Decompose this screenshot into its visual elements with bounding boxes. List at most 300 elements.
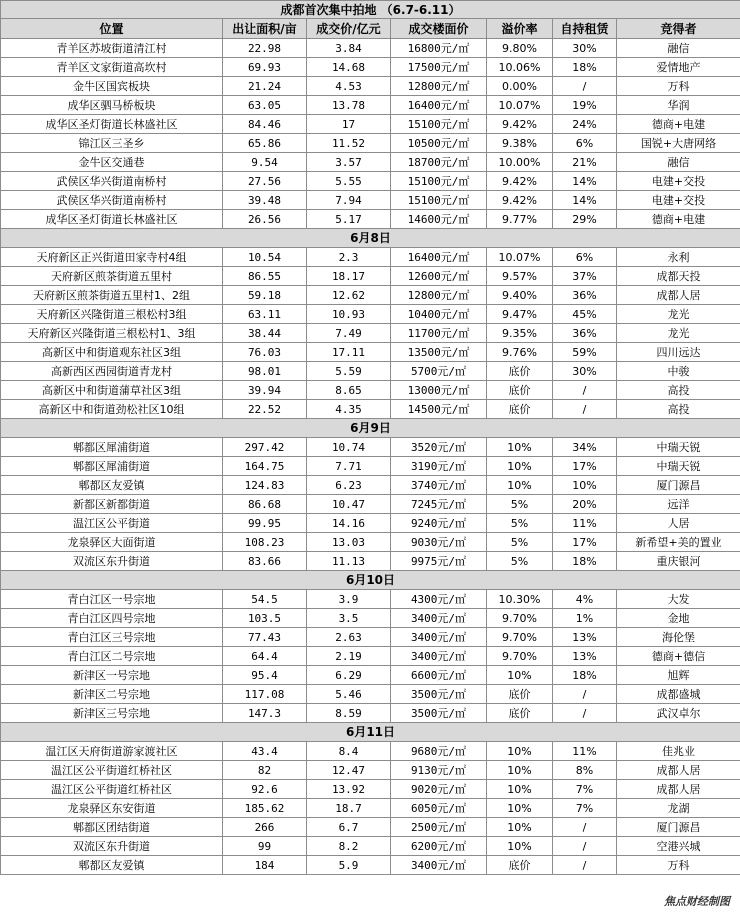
table-row [1,248,740,267]
cell-price: 8.65 [307,381,391,400]
cell-price: 13.03 [307,533,391,552]
cell-premium: 0.00% [487,77,553,96]
table-row [1,191,740,210]
cell-area: 69.93 [223,58,307,77]
cell-price: 6.7 [307,818,391,837]
cell-floor-price: 9030元/㎡ [391,533,487,552]
cell-floor-price: 12600元/㎡ [391,267,487,286]
cell-location: 武侯区华兴街道南桥村 [1,191,223,210]
cell-area: 27.56 [223,172,307,191]
cell-winner: 龙湖 [617,799,740,818]
cell-area: 84.46 [223,115,307,134]
cell-price: 6.29 [307,666,391,685]
cell-winner: 龙光 [617,324,740,343]
table-row [1,609,740,628]
cell-price: 5.46 [307,685,391,704]
date-section-row [1,229,740,248]
cell-winner: 龙光 [617,305,740,324]
cell-area: 65.86 [223,134,307,153]
cell-winner: 新希望+美的置业 [617,533,740,552]
cell-winner: 融信 [617,39,740,58]
cell-rental: 8% [553,761,617,780]
cell-floor-price: 15100元/㎡ [391,115,487,134]
header-price: 成交价/亿元 [307,19,391,39]
table-row [1,172,740,191]
cell-winner: 德商+电建 [617,115,740,134]
cell-area: 39.94 [223,381,307,400]
cell-price: 7.94 [307,191,391,210]
cell-floor-price: 10500元/㎡ [391,134,487,153]
cell-area: 92.6 [223,780,307,799]
cell-area: 22.98 [223,39,307,58]
cell-price: 18.17 [307,267,391,286]
table-title: 成都首次集中拍地 （6.7-6.11） [1,1,740,19]
cell-area: 38.44 [223,324,307,343]
cell-area: 266 [223,818,307,837]
cell-location: 金牛区国宾板块 [1,77,223,96]
cell-winner: 高投 [617,381,740,400]
cell-premium: 10.30% [487,590,553,609]
table-row [1,115,740,134]
cell-rental: 13% [553,647,617,666]
cell-area: 63.05 [223,96,307,115]
cell-location: 高新西区西园街道青龙村 [1,362,223,381]
cell-price: 11.52 [307,134,391,153]
cell-premium: 10.06% [487,58,553,77]
cell-rental: 10% [553,476,617,495]
cell-premium: 10.07% [487,248,553,267]
table-header-row [1,19,740,39]
cell-price: 6.23 [307,476,391,495]
cell-price: 18.7 [307,799,391,818]
cell-location: 温江区公平街道红桥社区 [1,761,223,780]
cell-premium: 底价 [487,362,553,381]
cell-rental: 11% [553,742,617,761]
cell-winner: 德商+电建 [617,210,740,229]
table-row [1,742,740,761]
date-section-label: 6月8日 [1,229,740,248]
cell-winner: 旭辉 [617,666,740,685]
cell-price: 12.62 [307,286,391,305]
cell-rental: / [553,77,617,96]
cell-premium: 10.07% [487,96,553,115]
table-row [1,362,740,381]
cell-price: 13.78 [307,96,391,115]
table-row [1,856,740,875]
cell-premium: 9.57% [487,267,553,286]
cell-rental: / [553,704,617,723]
cell-price: 2.19 [307,647,391,666]
cell-area: 108.23 [223,533,307,552]
cell-floor-price: 3190元/㎡ [391,457,487,476]
cell-floor-price: 4300元/㎡ [391,590,487,609]
cell-rental: 21% [553,153,617,172]
cell-premium: 9.40% [487,286,553,305]
cell-premium: 9.47% [487,305,553,324]
cell-location: 天府新区兴隆街道三根松村1、3组 [1,324,223,343]
header-winner: 竞得者 [617,19,740,39]
table-row [1,476,740,495]
cell-premium: 9.42% [487,172,553,191]
cell-premium: 10% [487,818,553,837]
cell-area: 86.68 [223,495,307,514]
cell-price: 17.11 [307,343,391,362]
cell-location: 天府新区煎茶街道五里村1、2组 [1,286,223,305]
table-row [1,495,740,514]
cell-location: 双流区东升街道 [1,552,223,571]
cell-winner: 金地 [617,609,740,628]
cell-rental: 14% [553,191,617,210]
cell-rental: 4% [553,590,617,609]
cell-winner: 佳兆业 [617,742,740,761]
cell-location: 青白江区一号宗地 [1,590,223,609]
table-row [1,628,740,647]
cell-premium: 10% [487,761,553,780]
cell-floor-price: 18700元/㎡ [391,153,487,172]
cell-winner: 四川远达 [617,343,740,362]
cell-area: 185.62 [223,799,307,818]
cell-floor-price: 3400元/㎡ [391,628,487,647]
cell-location: 天府新区兴隆街道三根松村3组 [1,305,223,324]
cell-floor-price: 2500元/㎡ [391,818,487,837]
cell-price: 14.68 [307,58,391,77]
table-row [1,666,740,685]
cell-location: 高新区中和街道观东社区3组 [1,343,223,362]
cell-rental: 34% [553,438,617,457]
cell-winner: 空港兴城 [617,837,740,856]
cell-floor-price: 12800元/㎡ [391,286,487,305]
cell-floor-price: 3740元/㎡ [391,476,487,495]
cell-location: 成华区圣灯街道长林盛社区 [1,210,223,229]
cell-price: 12.47 [307,761,391,780]
cell-premium: 10% [487,780,553,799]
table-row [1,210,740,229]
cell-location: 温江区公平街道 [1,514,223,533]
cell-location: 青白江区三号宗地 [1,628,223,647]
table-row [1,514,740,533]
cell-winner: 电建+交投 [617,172,740,191]
cell-area: 83.66 [223,552,307,571]
cell-location: 新津区二号宗地 [1,685,223,704]
table-row [1,381,740,400]
cell-floor-price: 3400元/㎡ [391,647,487,666]
cell-price: 5.55 [307,172,391,191]
cell-area: 43.4 [223,742,307,761]
cell-premium: 底价 [487,685,553,704]
table-row [1,77,740,96]
cell-premium: 10% [487,438,553,457]
cell-location: 郫都区友爱镇 [1,856,223,875]
cell-price: 10.47 [307,495,391,514]
cell-price: 13.92 [307,780,391,799]
cell-location: 武侯区华兴街道南桥村 [1,172,223,191]
cell-floor-price: 17500元/㎡ [391,58,487,77]
cell-winner: 成都盛城 [617,685,740,704]
table-row [1,704,740,723]
cell-premium: 10% [487,799,553,818]
cell-rental: / [553,685,617,704]
cell-price: 2.3 [307,248,391,267]
cell-rental: 7% [553,799,617,818]
cell-area: 63.11 [223,305,307,324]
cell-winner: 高投 [617,400,740,419]
cell-premium: 9.70% [487,647,553,666]
cell-winner: 永利 [617,248,740,267]
table-row [1,153,740,172]
cell-winner: 武汉卓尔 [617,704,740,723]
cell-rental: 18% [553,666,617,685]
cell-rental: / [553,400,617,419]
cell-floor-price: 3500元/㎡ [391,685,487,704]
date-section-label: 6月11日 [1,723,740,742]
table-row [1,685,740,704]
cell-floor-price: 15100元/㎡ [391,191,487,210]
cell-location: 金牛区交通巷 [1,153,223,172]
cell-floor-price: 9130元/㎡ [391,761,487,780]
cell-price: 3.9 [307,590,391,609]
cell-rental: 20% [553,495,617,514]
cell-winner: 厦门源昌 [617,818,740,837]
cell-rental: 6% [553,134,617,153]
cell-location: 新津区三号宗地 [1,704,223,723]
cell-premium: 10% [487,742,553,761]
cell-winner: 人居 [617,514,740,533]
cell-area: 54.5 [223,590,307,609]
cell-price: 14.16 [307,514,391,533]
table-row [1,590,740,609]
cell-rental: 36% [553,286,617,305]
cell-winner: 远洋 [617,495,740,514]
cell-floor-price: 11700元/㎡ [391,324,487,343]
cell-rental: 17% [553,533,617,552]
date-section-row [1,723,740,742]
cell-location: 龙泉驿区大面街道 [1,533,223,552]
cell-rental: 11% [553,514,617,533]
cell-price: 4.53 [307,77,391,96]
cell-rental: 37% [553,267,617,286]
table-row [1,837,740,856]
cell-price: 5.9 [307,856,391,875]
cell-area: 95.4 [223,666,307,685]
cell-rental: 59% [553,343,617,362]
cell-price: 8.59 [307,704,391,723]
cell-location: 天府新区正兴街道田家寺村4组 [1,248,223,267]
cell-winner: 万科 [617,77,740,96]
cell-rental: 29% [553,210,617,229]
cell-area: 10.54 [223,248,307,267]
table-row [1,324,740,343]
cell-premium: 9.42% [487,191,553,210]
cell-rental: / [553,837,617,856]
cell-winner: 国锐+大唐网络 [617,134,740,153]
cell-location: 郫都区犀浦街道 [1,438,223,457]
cell-rental: 45% [553,305,617,324]
cell-location: 双流区东升街道 [1,837,223,856]
cell-location: 温江区公平街道红桥社区 [1,780,223,799]
cell-floor-price: 13500元/㎡ [391,343,487,362]
cell-premium: 5% [487,514,553,533]
cell-price: 5.59 [307,362,391,381]
cell-premium: 5% [487,495,553,514]
cell-floor-price: 3500元/㎡ [391,704,487,723]
cell-floor-price: 12800元/㎡ [391,77,487,96]
date-section-label: 6月9日 [1,419,740,438]
cell-winner: 大发 [617,590,740,609]
table-row [1,761,740,780]
cell-location: 高新区中和街道蒲草社区3组 [1,381,223,400]
cell-premium: 9.35% [487,324,553,343]
cell-price: 2.63 [307,628,391,647]
cell-price: 3.84 [307,39,391,58]
cell-area: 164.75 [223,457,307,476]
cell-premium: 9.76% [487,343,553,362]
table-row [1,96,740,115]
cell-winner: 爱情地产 [617,58,740,77]
cell-winner: 德商+德信 [617,647,740,666]
cell-premium: 5% [487,533,553,552]
cell-rental: 13% [553,628,617,647]
cell-premium: 9.80% [487,39,553,58]
cell-rental: 30% [553,39,617,58]
header-rental: 自持租赁 [553,19,617,39]
source-caption: 焦点财经制图 [664,895,730,908]
table-row [1,438,740,457]
cell-winner: 重庆银河 [617,552,740,571]
cell-rental: 1% [553,609,617,628]
cell-winner: 厦门源昌 [617,476,740,495]
cell-price: 10.74 [307,438,391,457]
date-section-label: 6月10日 [1,571,740,590]
cell-rental: 7% [553,780,617,799]
cell-rental: 19% [553,96,617,115]
header-floor-price: 成交楼面价 [391,19,487,39]
header-area: 出让面积/亩 [223,19,307,39]
cell-premium: 10% [487,837,553,856]
cell-area: 98.01 [223,362,307,381]
cell-location: 青羊区苏坡街道清江村 [1,39,223,58]
cell-rental: / [553,818,617,837]
cell-rental: 18% [553,58,617,77]
table-row [1,818,740,837]
cell-floor-price: 9020元/㎡ [391,780,487,799]
cell-rental: 6% [553,248,617,267]
cell-winner: 成都人居 [617,780,740,799]
table-row [1,39,740,58]
cell-location: 青白江区二号宗地 [1,647,223,666]
cell-area: 99 [223,837,307,856]
table-row [1,286,740,305]
cell-floor-price: 7245元/㎡ [391,495,487,514]
cell-floor-price: 10400元/㎡ [391,305,487,324]
table-row [1,457,740,476]
cell-area: 297.42 [223,438,307,457]
cell-premium: 底价 [487,381,553,400]
cell-winner: 成都天投 [617,267,740,286]
cell-premium: 9.42% [487,115,553,134]
cell-premium: 10% [487,457,553,476]
cell-winner: 成都人居 [617,286,740,305]
cell-price: 10.93 [307,305,391,324]
cell-premium: 10.00% [487,153,553,172]
cell-area: 147.3 [223,704,307,723]
cell-floor-price: 5700元/㎡ [391,362,487,381]
cell-rental: 36% [553,324,617,343]
cell-rental: 18% [553,552,617,571]
table-row [1,647,740,666]
header-location: 位置 [1,19,223,39]
table-title-row [1,1,740,19]
cell-area: 124.83 [223,476,307,495]
cell-winner: 万科 [617,856,740,875]
cell-area: 99.95 [223,514,307,533]
cell-area: 22.52 [223,400,307,419]
cell-price: 17 [307,115,391,134]
cell-floor-price: 3400元/㎡ [391,856,487,875]
cell-price: 11.13 [307,552,391,571]
cell-area: 76.03 [223,343,307,362]
table-row [1,58,740,77]
cell-premium: 5% [487,552,553,571]
cell-rental: / [553,381,617,400]
cell-rental: 17% [553,457,617,476]
cell-price: 3.5 [307,609,391,628]
cell-rental: 30% [553,362,617,381]
cell-area: 77.43 [223,628,307,647]
cell-area: 82 [223,761,307,780]
cell-floor-price: 6600元/㎡ [391,666,487,685]
cell-winner: 中瑞天锐 [617,457,740,476]
cell-floor-price: 9975元/㎡ [391,552,487,571]
cell-floor-price: 6200元/㎡ [391,837,487,856]
cell-winner: 电建+交投 [617,191,740,210]
cell-location: 新津区一号宗地 [1,666,223,685]
cell-premium: 底价 [487,400,553,419]
cell-floor-price: 9240元/㎡ [391,514,487,533]
cell-location: 青白江区四号宗地 [1,609,223,628]
cell-winner: 融信 [617,153,740,172]
table-row [1,533,740,552]
cell-floor-price: 15100元/㎡ [391,172,487,191]
cell-floor-price: 3520元/㎡ [391,438,487,457]
cell-floor-price: 13000元/㎡ [391,381,487,400]
cell-area: 117.08 [223,685,307,704]
cell-area: 59.18 [223,286,307,305]
cell-area: 64.4 [223,647,307,666]
cell-winner: 华润 [617,96,740,115]
table-row [1,134,740,153]
cell-location: 成华区圣灯街道长林盛社区 [1,115,223,134]
cell-location: 锦江区三圣乡 [1,134,223,153]
cell-floor-price: 16400元/㎡ [391,248,487,267]
cell-location: 青羊区文家街道高坎村 [1,58,223,77]
cell-winner: 成都人居 [617,761,740,780]
cell-area: 26.56 [223,210,307,229]
cell-premium: 10% [487,666,553,685]
cell-price: 4.35 [307,400,391,419]
date-section-row [1,571,740,590]
cell-premium: 10% [487,476,553,495]
cell-location: 郫都区犀浦街道 [1,457,223,476]
table-row [1,552,740,571]
cell-location: 郫都区友爱镇 [1,476,223,495]
table-row [1,267,740,286]
table-row [1,780,740,799]
table-row [1,305,740,324]
cell-area: 21.24 [223,77,307,96]
cell-area: 184 [223,856,307,875]
cell-floor-price: 14500元/㎡ [391,400,487,419]
cell-location: 郫都区团结街道 [1,818,223,837]
